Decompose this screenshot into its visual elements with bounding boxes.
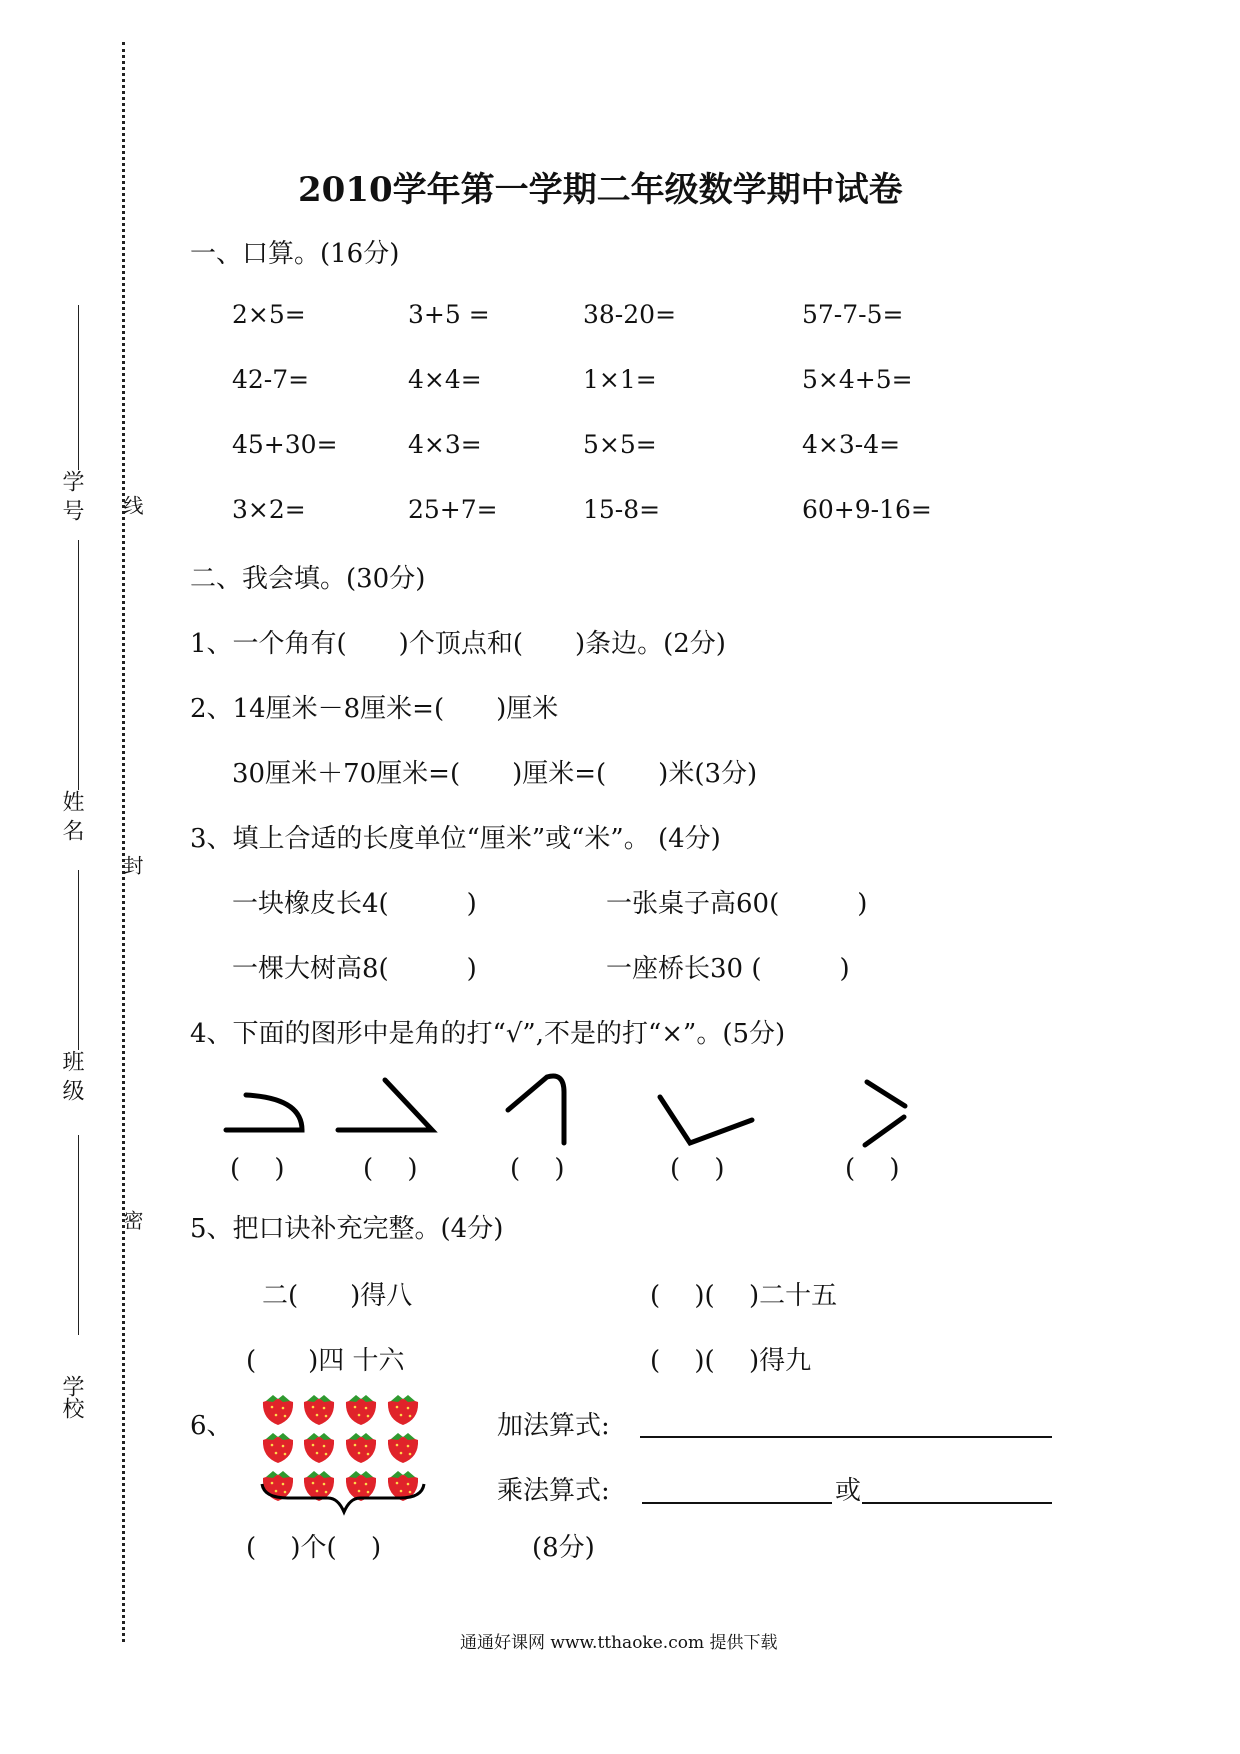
- calc-item: 60+9-16=: [802, 495, 932, 524]
- question-5-item: ( )( )二十五: [650, 1281, 838, 1311]
- multiplication-answer-line-1[interactable]: [642, 1502, 832, 1504]
- field-label-class: 班 级: [59, 1050, 84, 1101]
- question-3-item: 一块橡皮长4( ): [232, 889, 477, 919]
- calc-item: 3+5 =: [408, 300, 490, 329]
- seal-char-secret: 密: [120, 1210, 144, 1230]
- brace: [258, 1480, 428, 1520]
- question-5-item: 二( )得八: [262, 1281, 413, 1311]
- strawberry: [346, 1395, 376, 1425]
- field-line-class: [78, 1135, 79, 1335]
- calc-item: 4×3-4=: [802, 430, 901, 459]
- calc-item: 57-7-5=: [802, 300, 904, 329]
- calc-item: 4×4=: [408, 365, 482, 394]
- seal-char-seal: 封: [120, 855, 144, 875]
- calc-item: 25+7=: [408, 495, 498, 524]
- strawberry: [304, 1433, 334, 1463]
- question-1: 1、一个角有( )个顶点和( )条边。(2分): [190, 629, 726, 659]
- binding-dotted-line: [122, 42, 125, 1642]
- question-6-number: 6、: [190, 1411, 233, 1441]
- or-label: 或: [835, 1476, 862, 1506]
- field-line-name: [78, 870, 79, 1050]
- strawberry: [346, 1433, 376, 1463]
- calc-item: 2×5=: [232, 300, 306, 329]
- calc-item: 3×2=: [232, 495, 306, 524]
- calc-item: 1×1=: [583, 365, 657, 394]
- question-3-item: 一棵大树高8( ): [232, 954, 477, 984]
- field-line-student-number: [78, 305, 79, 470]
- seal-char-line: 线: [120, 495, 144, 515]
- strawberry: [388, 1433, 418, 1463]
- calc-item: 5×4+5=: [802, 365, 913, 394]
- calc-item: 45+30=: [232, 430, 338, 459]
- figure-2-angle-shape: [338, 1080, 432, 1130]
- section2-heading: 二、我会填。(30分): [190, 564, 426, 594]
- question-5-item: ( )四 十六: [246, 1346, 405, 1376]
- field-label-school: 学校: [59, 1375, 84, 1419]
- question-2b: 30厘米＋70厘米=( )厘米=( )米(3分): [232, 759, 758, 789]
- footer-credit: 通通好课网 www.tthaoke.com 提供下载: [460, 1633, 778, 1653]
- question-4-blank[interactable]: ( ): [510, 1154, 565, 1184]
- question-6-score: (8分): [532, 1533, 595, 1563]
- question-3-item: 一张桌子高60( ): [606, 889, 868, 919]
- question-6-group-count: ( )个( ): [246, 1533, 382, 1563]
- question-4-blank[interactable]: ( ): [845, 1154, 900, 1184]
- section1-heading: 一、口算。(16分): [190, 239, 400, 269]
- strawberry: [263, 1433, 293, 1463]
- question-4-blank[interactable]: ( ): [230, 1154, 285, 1184]
- addition-label: 加法算式:: [497, 1411, 610, 1441]
- addition-answer-line[interactable]: [640, 1436, 1052, 1438]
- question-3: 3、填上合适的长度单位“厘米”或“米”。 (4分): [190, 824, 721, 854]
- multiplication-label: 乘法算式:: [497, 1476, 610, 1506]
- figure-5-open-shape-lower: [865, 1117, 904, 1145]
- calc-item: 15-8=: [583, 495, 661, 524]
- multiplication-answer-line-2[interactable]: [862, 1502, 1052, 1504]
- calc-item: 4×3=: [408, 430, 482, 459]
- question-4-blank[interactable]: ( ): [363, 1154, 418, 1184]
- question-2a: 2、14厘米－8厘米=( )厘米: [190, 694, 559, 724]
- strawberry: [304, 1395, 334, 1425]
- calc-item: 42-7=: [232, 365, 310, 394]
- figure-5-open-shape-upper: [867, 1082, 905, 1106]
- field-line-student-number-2: [78, 540, 79, 790]
- calc-item: 38-20=: [583, 300, 677, 329]
- question-5-item: ( )( )得九: [650, 1346, 812, 1376]
- figure-4-angle-shape: [660, 1097, 752, 1143]
- question-5: 5、把口诀补充完整。(4分): [190, 1214, 504, 1244]
- calc-item: 5×5=: [583, 430, 657, 459]
- question-3-item: 一座桥长30 ( ): [606, 954, 850, 984]
- figure-3-curved-corner-shape: [508, 1076, 564, 1143]
- strawberry: [388, 1395, 418, 1425]
- question-4: 4、下面的图形中是角的打“√”,不是的打“×”。(5分): [190, 1019, 786, 1049]
- strawberry: [263, 1395, 293, 1425]
- page-title: 2010学年第一学期二年级数学期中试卷: [298, 170, 903, 210]
- question-4-blank[interactable]: ( ): [670, 1154, 725, 1184]
- field-label-student-number: 学 号: [59, 470, 84, 521]
- figure-1-curve-shape: [226, 1095, 302, 1130]
- field-label-name: 姓 名: [59, 790, 84, 841]
